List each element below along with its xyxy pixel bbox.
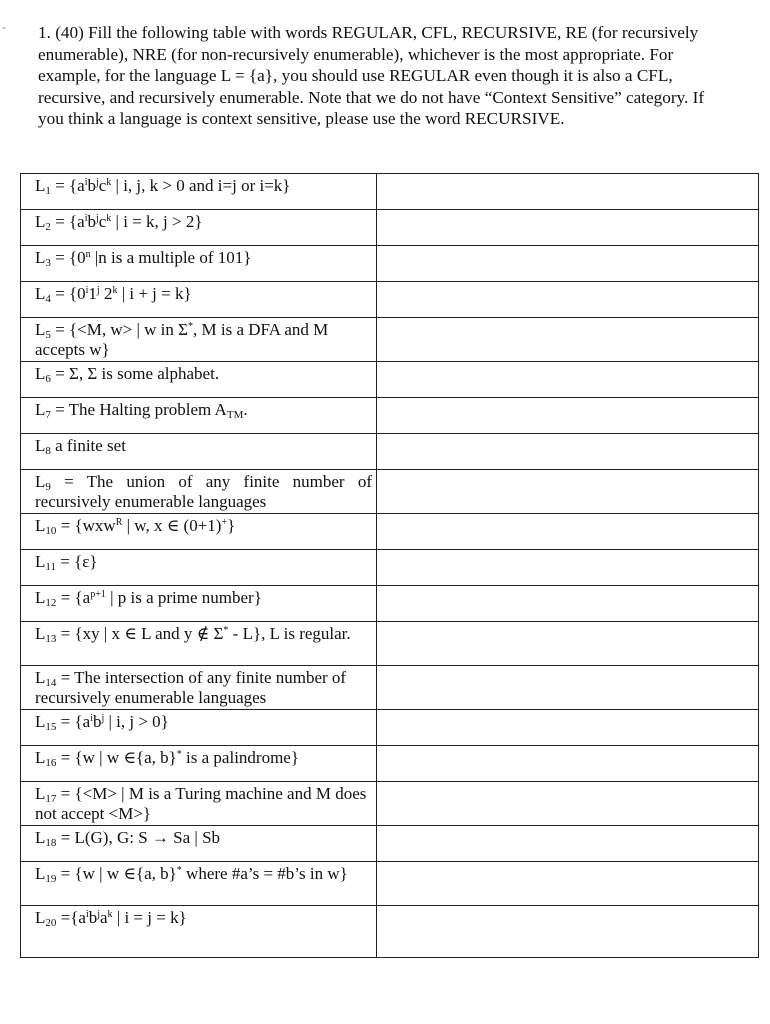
language-cell-l2: $L_2 = \{a^ib^jc^k$ | i = k, j > 2} [21,210,377,246]
question-text: 1. (40) Fill the following table with words REGULAR, CFL, RECURSIVE, RE (for recursively enumerable), NRE (for non-recursively enumerable), whichever is the most appropriate. For example, for the language L = {a}, you should use REGULAR even though it is also a CFL, recursive, and recursively enumerable. Note that we do not have “Context Sensitive” category. If you think a language is context sensitive, please use the word RECURSIVE. [38,23,705,129]
table-row [21,622,759,666]
language-cell-l16: $L_{16} = \{w$ | w ∈{a, b}* is a palindrome} [21,746,377,782]
answer-cell-l17[interactable] [377,782,759,826]
language-cell-l7: $L_7$ = The Halting problem $A_{TM}$. [21,398,377,434]
table-row [21,398,759,434]
answer-cell-l2[interactable] [377,210,759,246]
answer-cell-l1[interactable] [377,174,759,210]
language-cell-l13: $L_{13} = \{xy$ | x ∈ L and y ∉ Σ* - L}, L is regular. [21,622,377,666]
table-row [21,862,759,906]
margin-mark: - [2,20,6,34]
table-row [21,246,759,282]
answer-cell-l18[interactable] [377,826,759,862]
table-row [21,550,759,586]
table-row [21,746,759,782]
language-cell-l3: $L_3 = \{0^n$ |n is a multiple of 101} [21,246,377,282]
table-row [21,666,759,710]
language-cell-l9: $L_9$ = The union of any finite number of recursively enumerable languages [21,470,377,514]
language-cell-l12: $L_{12} = \{a^{p+1}$ | p is a prime number} [21,586,377,622]
language-cell-l4: $L_4 = \{0^i1^j$ 2$^k$ | i + j = k} [21,282,377,318]
table-row [21,710,759,746]
answer-cell-l16[interactable] [377,746,759,782]
language-cell-l14: $L_{14}$ = The intersection of any finite number of recursively enumerable languages [21,666,377,710]
answer-cell-l3[interactable] [377,246,759,282]
language-cell-l20: $L_{20} =\{a^ib^ja^k$ | i = j = k} [21,906,377,958]
answer-cell-l14[interactable] [377,666,759,710]
language-cell-l19: $L_{19} = \{w$ | w ∈{a, b}* where #a’s = #b’s in w} [21,862,377,906]
language-cell-l18: $L_{18} = L(G)$, G: S → Sa | Sb [21,826,377,862]
answer-cell-l20[interactable] [377,906,759,958]
answer-table [20,173,759,958]
answer-cell-l11[interactable] [377,550,759,586]
table-row [21,586,759,622]
answer-cell-l15[interactable] [377,710,759,746]
table-row [21,906,759,958]
language-cell-l1: $L_1 = \{a^ib^jc^k$ | i, j, k > 0 and i=j or i=k} [21,174,377,210]
answer-cell-l7[interactable] [377,398,759,434]
answer-cell-l10[interactable] [377,514,759,550]
table-row [21,362,759,398]
table-row [21,174,759,210]
language-cell-l6: $L_6 = \Sigma$, Σ is some alphabet. [21,362,377,398]
language-cell-l11: $L_{11} = \{\varepsilon\}$ [21,550,377,586]
table-row [21,826,759,862]
table-row [21,782,759,826]
table-row [21,318,759,362]
language-cell-l15: $L_{15} = \{a^ib^j$ | i, j > 0} [21,710,377,746]
table-row [21,470,759,514]
table-row [21,210,759,246]
answer-cell-l8[interactable] [377,434,759,470]
answer-cell-l6[interactable] [377,362,759,398]
answer-cell-l13[interactable] [377,622,759,666]
answer-cell-l4[interactable] [377,282,759,318]
table-row [21,434,759,470]
language-cell-l10: $L_{10} = \{wxw^R$ | w, x ∈ (0+1)+} [21,514,377,550]
table-row [21,282,759,318]
language-cell-l8: $L_8$ a finite set [21,434,377,470]
language-cell-l17: $L_{17} = \{<M>$ | M is a Turing machine and M does not accept <M>} [21,782,377,826]
language-cell-l5: $L_5 = \{<M$, w> | w in Σ*, M is a DFA and M accepts w} [21,318,377,362]
answer-cell-l9[interactable] [377,470,759,514]
answer-cell-l19[interactable] [377,862,759,906]
answer-cell-l5[interactable] [377,318,759,362]
answer-cell-l12[interactable] [377,586,759,622]
table-row [21,514,759,550]
